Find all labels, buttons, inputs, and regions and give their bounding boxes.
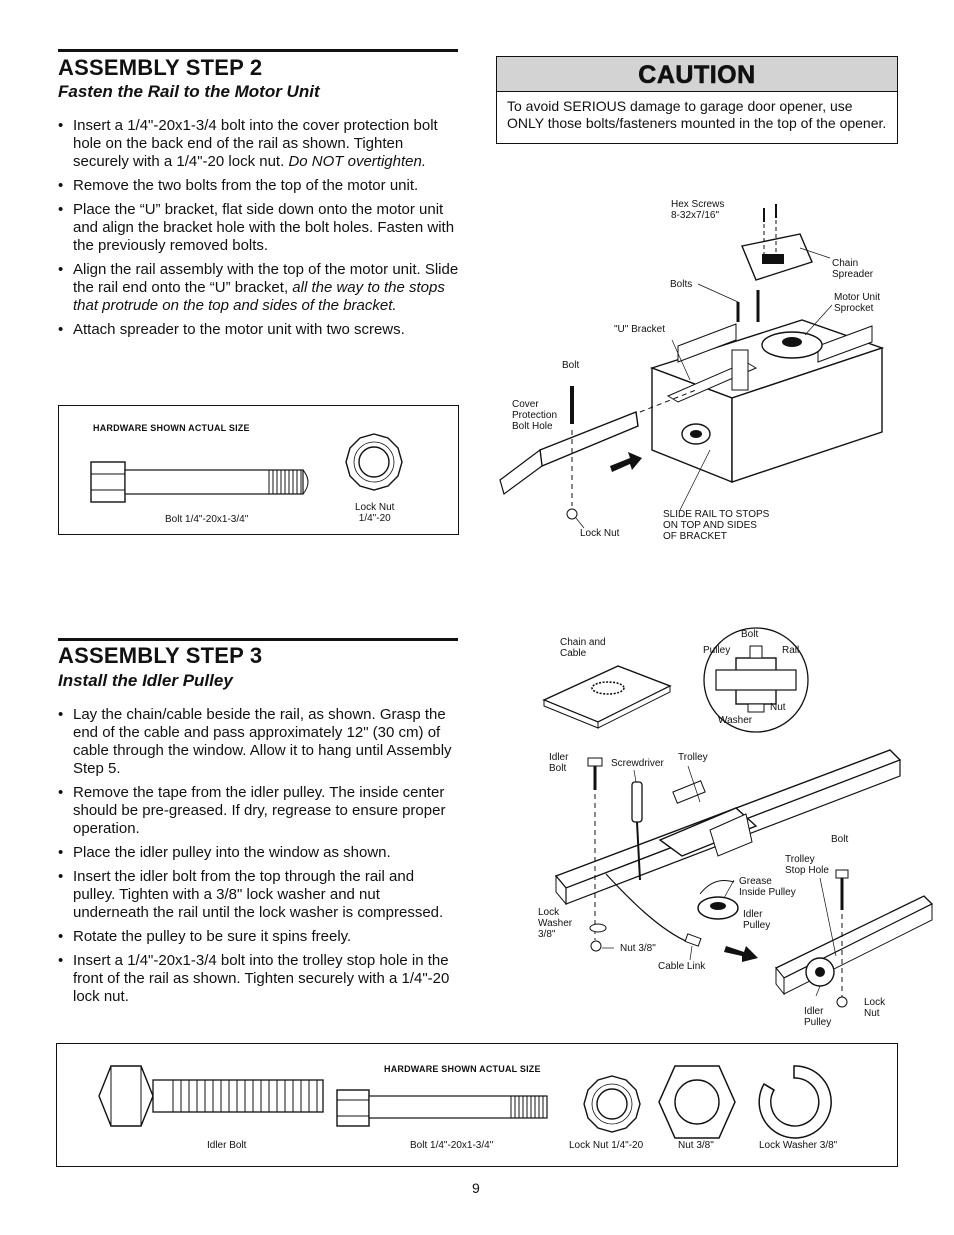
caution-text: To avoid SERIOUS damage to garage door opener, use ONLY those bolts/fasteners mounted in the top of the opener. (507, 98, 887, 131)
nut-label: Nut 3/8" (678, 1140, 714, 1151)
caution-box (496, 56, 898, 144)
caution-title: CAUTION (497, 57, 897, 92)
label-motor-sprocket: Motor Unit Sprocket (834, 292, 881, 314)
step3-title: ASSEMBLY STEP 3 (58, 643, 263, 668)
bolt-illustration (335, 1086, 575, 1146)
lock-washer-illustration (754, 1062, 834, 1142)
step2-bullet: • Align the rail assembly with the top of the motor unit. Slide the rail end onto the “U” bracket, all the way to the stops that protrude on the top and sides of the bracket. (58, 261, 463, 315)
step3-bullet: • Insert the idler bolt from the top through the rail and pulley. Tighten with a 3/8" lock washer and nut underneath the rail until the lock washer is compressed. (58, 868, 458, 922)
label-bolt: Bolt (562, 360, 580, 371)
step3-bullet: • Lay the chain/cable beside the rail, as shown. Grasp the end of the cable and pass approximately 12" (30 cm) of cable through the window. Allow it to hang until Assembly Step 5. (58, 706, 458, 778)
label-lock-washer: Lock Washer 3/8" (538, 907, 573, 940)
step2-bullet: • Insert a 1/4"-20x1-3/4 bolt into the cover protection bolt hole on the back end of the rail as shown. Tighten securely with a 1/4"-20 lock nut. Do NOT overtighten. (58, 117, 463, 171)
label-slide-rail: SLIDE RAIL TO STOPS ON TOP AND SIDES OF BRACKET (663, 509, 770, 542)
idler-bolt-illustration (97, 1062, 337, 1152)
label-cable-link: Cable Link (658, 961, 706, 972)
step2-subtitle: Fasten the Rail to the Motor Unit (58, 82, 320, 101)
label-inset-rail: Rail (782, 645, 800, 656)
label-chain-spreader: Chain Spreader (832, 258, 874, 280)
label-lock-nut-right: Lock Nut (864, 997, 886, 1019)
label-inset-nut: Nut (770, 702, 786, 713)
label-nut-38: Nut 3/8" (620, 943, 656, 954)
lock-nut-label: Lock Nut 1/4"-20 (569, 1140, 644, 1151)
label-cover-hole: Cover Protection Bolt Hole (512, 399, 558, 432)
lock-nut-illustration (582, 1074, 642, 1134)
lock-nut-illustration (344, 432, 404, 492)
step3-bullet: • Remove the tape from the idler pulley. The inside center should be pre-greased. If dry, regrease to ensure proper operation. (58, 784, 458, 838)
label-trolley: Trolley (678, 752, 708, 763)
label-idler-pulley: Idler Pulley (743, 909, 771, 931)
step3-top-rule (58, 638, 458, 641)
hardware-heading: HARDWARE SHOWN ACTUAL SIZE (384, 1064, 541, 1074)
label-grease: Grease Inside Pulley (739, 876, 796, 898)
step3-bullet: • Rotate the pulley to be sure it spins freely. (58, 928, 458, 946)
step3-bullet: • Place the idler pulley into the window as shown. (58, 844, 458, 862)
label-u-bracket: "U" Bracket (614, 324, 666, 335)
step2-title: ASSEMBLY STEP 2 (58, 55, 263, 80)
label-inset-washer: Washer (718, 715, 753, 726)
step3-subtitle: Install the Idler Pulley (58, 671, 233, 690)
step3-bullet: • Insert a 1/4"-20x1-3/4 bolt into the trolley stop hole in the front of the rail as shown. Tighten securely with a 1/4"-20 lock nut. (58, 952, 458, 1006)
nut-illustration (657, 1062, 737, 1142)
label-bolts: Bolts (670, 279, 693, 290)
step2-top-rule (58, 49, 458, 52)
label-bolt-right: Bolt (831, 834, 849, 845)
step3-bullet-list (58, 706, 458, 1012)
bolt-illustration (89, 458, 329, 518)
label-hex-screws: Hex Screws 8-32x7/16" (671, 199, 725, 221)
label-idler-bolt: Idler Bolt (549, 752, 569, 774)
bolt-label: Bolt 1/4"-20x1-3/4" (410, 1140, 494, 1151)
label-inset-pulley: Pulley (703, 645, 731, 656)
label-lock-nut: Lock Nut (580, 528, 620, 539)
step2-bullet: • Place the “U” bracket, flat side down onto the motor unit and align the bracket hole with the bolt holes. Fasten with the previously removed bolts. (58, 201, 463, 255)
idler-bolt-label: Idler Bolt (207, 1140, 247, 1151)
label-chain-cable: Chain and Cable (560, 637, 606, 659)
label-idler-pulley-2: Idler Pulley (804, 1006, 832, 1028)
step2-bullet-list (58, 117, 463, 345)
step2-hardware-box (58, 405, 459, 535)
label-screwdriver: Screwdriver (611, 758, 664, 769)
step3-hardware-box (56, 1043, 898, 1167)
lock-nut-label: Lock Nut 1/4"-20 (355, 502, 395, 524)
hardware-heading: HARDWARE SHOWN ACTUAL SIZE (93, 423, 250, 433)
step2-bullet: • Remove the two bolts from the top of the motor unit. (58, 177, 463, 195)
label-inset-bolt: Bolt (741, 629, 759, 640)
bolt-label: Bolt 1/4"-20x1-3/4" (165, 514, 249, 525)
step2-bullet: • Attach spreader to the motor unit with two screws. (58, 321, 463, 339)
page-number: 9 (472, 1180, 480, 1196)
idler-pulley-diagram (520, 630, 940, 1040)
label-trolley-stop-hole: Trolley Stop Hole (785, 854, 829, 876)
lock-washer-label: Lock Washer 3/8" (759, 1140, 838, 1151)
